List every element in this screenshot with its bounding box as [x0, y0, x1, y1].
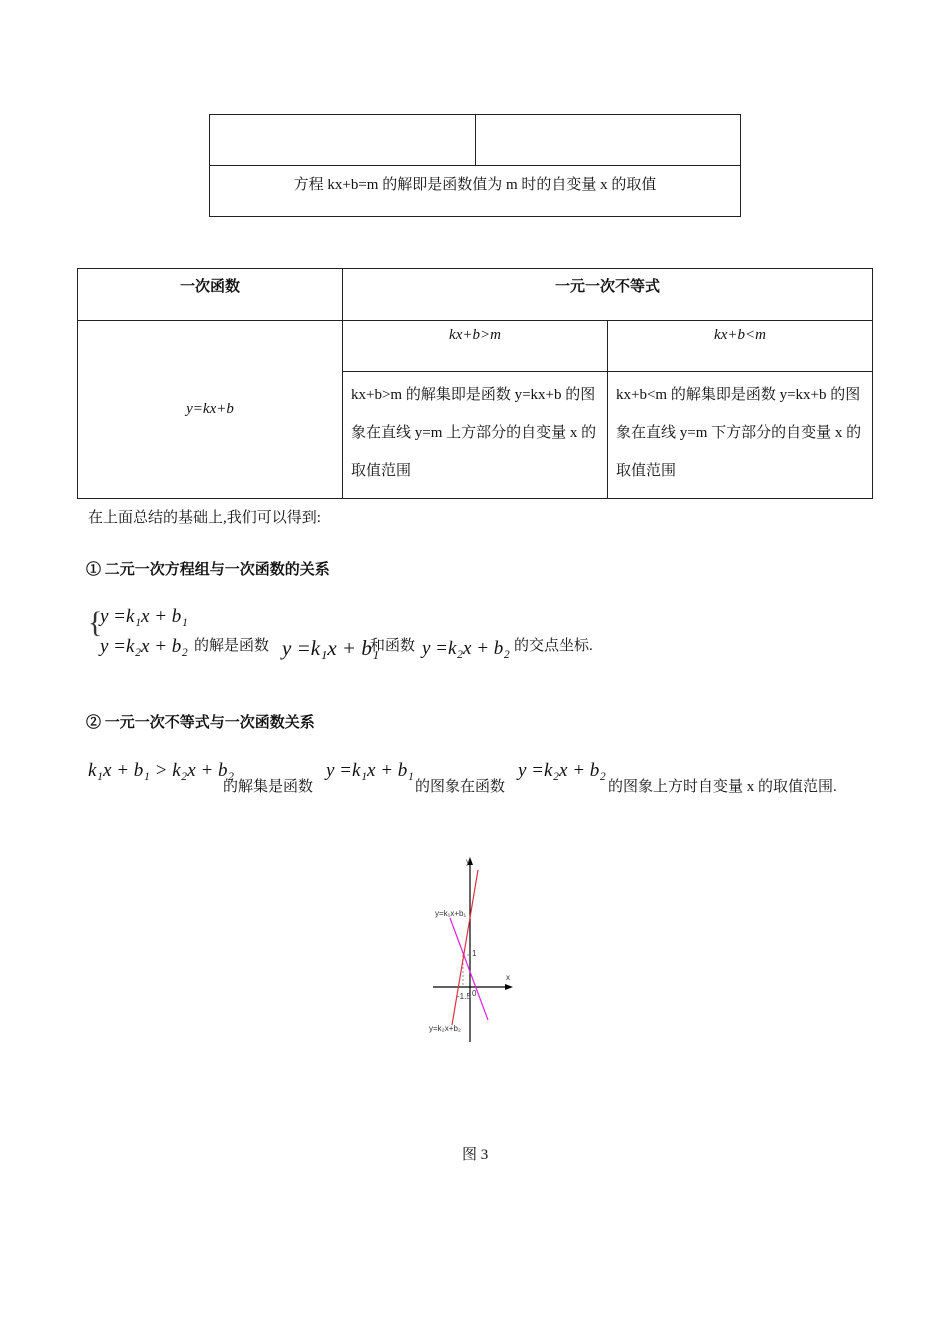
line1-label: y=k₁x+b₁ — [435, 909, 467, 918]
line2 — [452, 870, 478, 1025]
header-inequality: 一元一次不等式 — [343, 269, 873, 321]
text: 的解集是函数 — [223, 779, 314, 795]
inequality-lt: kx+b<m — [714, 327, 766, 343]
function2: y =k₂x + b₂ — [422, 638, 510, 659]
text: 的交点坐标. — [514, 638, 593, 654]
header-linear-function: 一次函数 — [78, 269, 343, 321]
system-eq1: y =k₁x + b₁ — [100, 606, 188, 627]
x-arrow — [505, 984, 513, 990]
line2-label: y=k₂x+b₂ — [429, 1024, 462, 1033]
tick-y: 1 — [472, 949, 477, 958]
figure-caption: 图 3 — [462, 1147, 489, 1163]
equation-relation-text: 方程 kx+b=m 的解即是函数值为 m 时的自变量 x 的取值 — [210, 166, 741, 217]
function-expr: y=kx+b — [186, 401, 234, 417]
text: 的图象在函数 — [415, 779, 506, 795]
function2: y =k₂x + b₂ — [518, 760, 606, 781]
section1-title: ① 二元一次方程组与一次函数的关系 — [86, 562, 330, 578]
inequality: k₁x + b₁ > k₂x + b₂ — [88, 760, 235, 781]
inequality-gt: kx+b>m — [449, 327, 501, 343]
origin-label: 0 — [472, 989, 477, 998]
text: 和函数 — [370, 638, 416, 654]
tick-x: -1.5 — [457, 992, 471, 1001]
x-label: x — [506, 973, 510, 982]
y-label: y — [466, 857, 470, 866]
function1: y =k₁x + b₁ — [282, 636, 380, 660]
intro-text: 在上面总结的基础上,我们可以得到: — [88, 510, 321, 526]
lt-explanation: kx+b<m 的解集即是函数 y=kx+b 的图象在直线 y=m 下方部分的自变量 x 的取值范围 — [608, 372, 873, 499]
text: 的解是函数 — [194, 638, 270, 654]
gt-explanation: kx+b>m 的解集即是函数 y=kx+b 的图象在直线 y=m 上方部分的自变量 x 的取值范围 — [343, 372, 608, 499]
section2-title: ② 一元一次不等式与一次函数关系 — [86, 715, 315, 731]
system-eq2: y =k₂x + b₂ — [100, 636, 188, 657]
text: 的图象上方时自变量 x 的取值范围. — [608, 779, 837, 795]
function1: y =k₁x + b₁ — [326, 760, 414, 781]
brace: { — [88, 606, 103, 639]
